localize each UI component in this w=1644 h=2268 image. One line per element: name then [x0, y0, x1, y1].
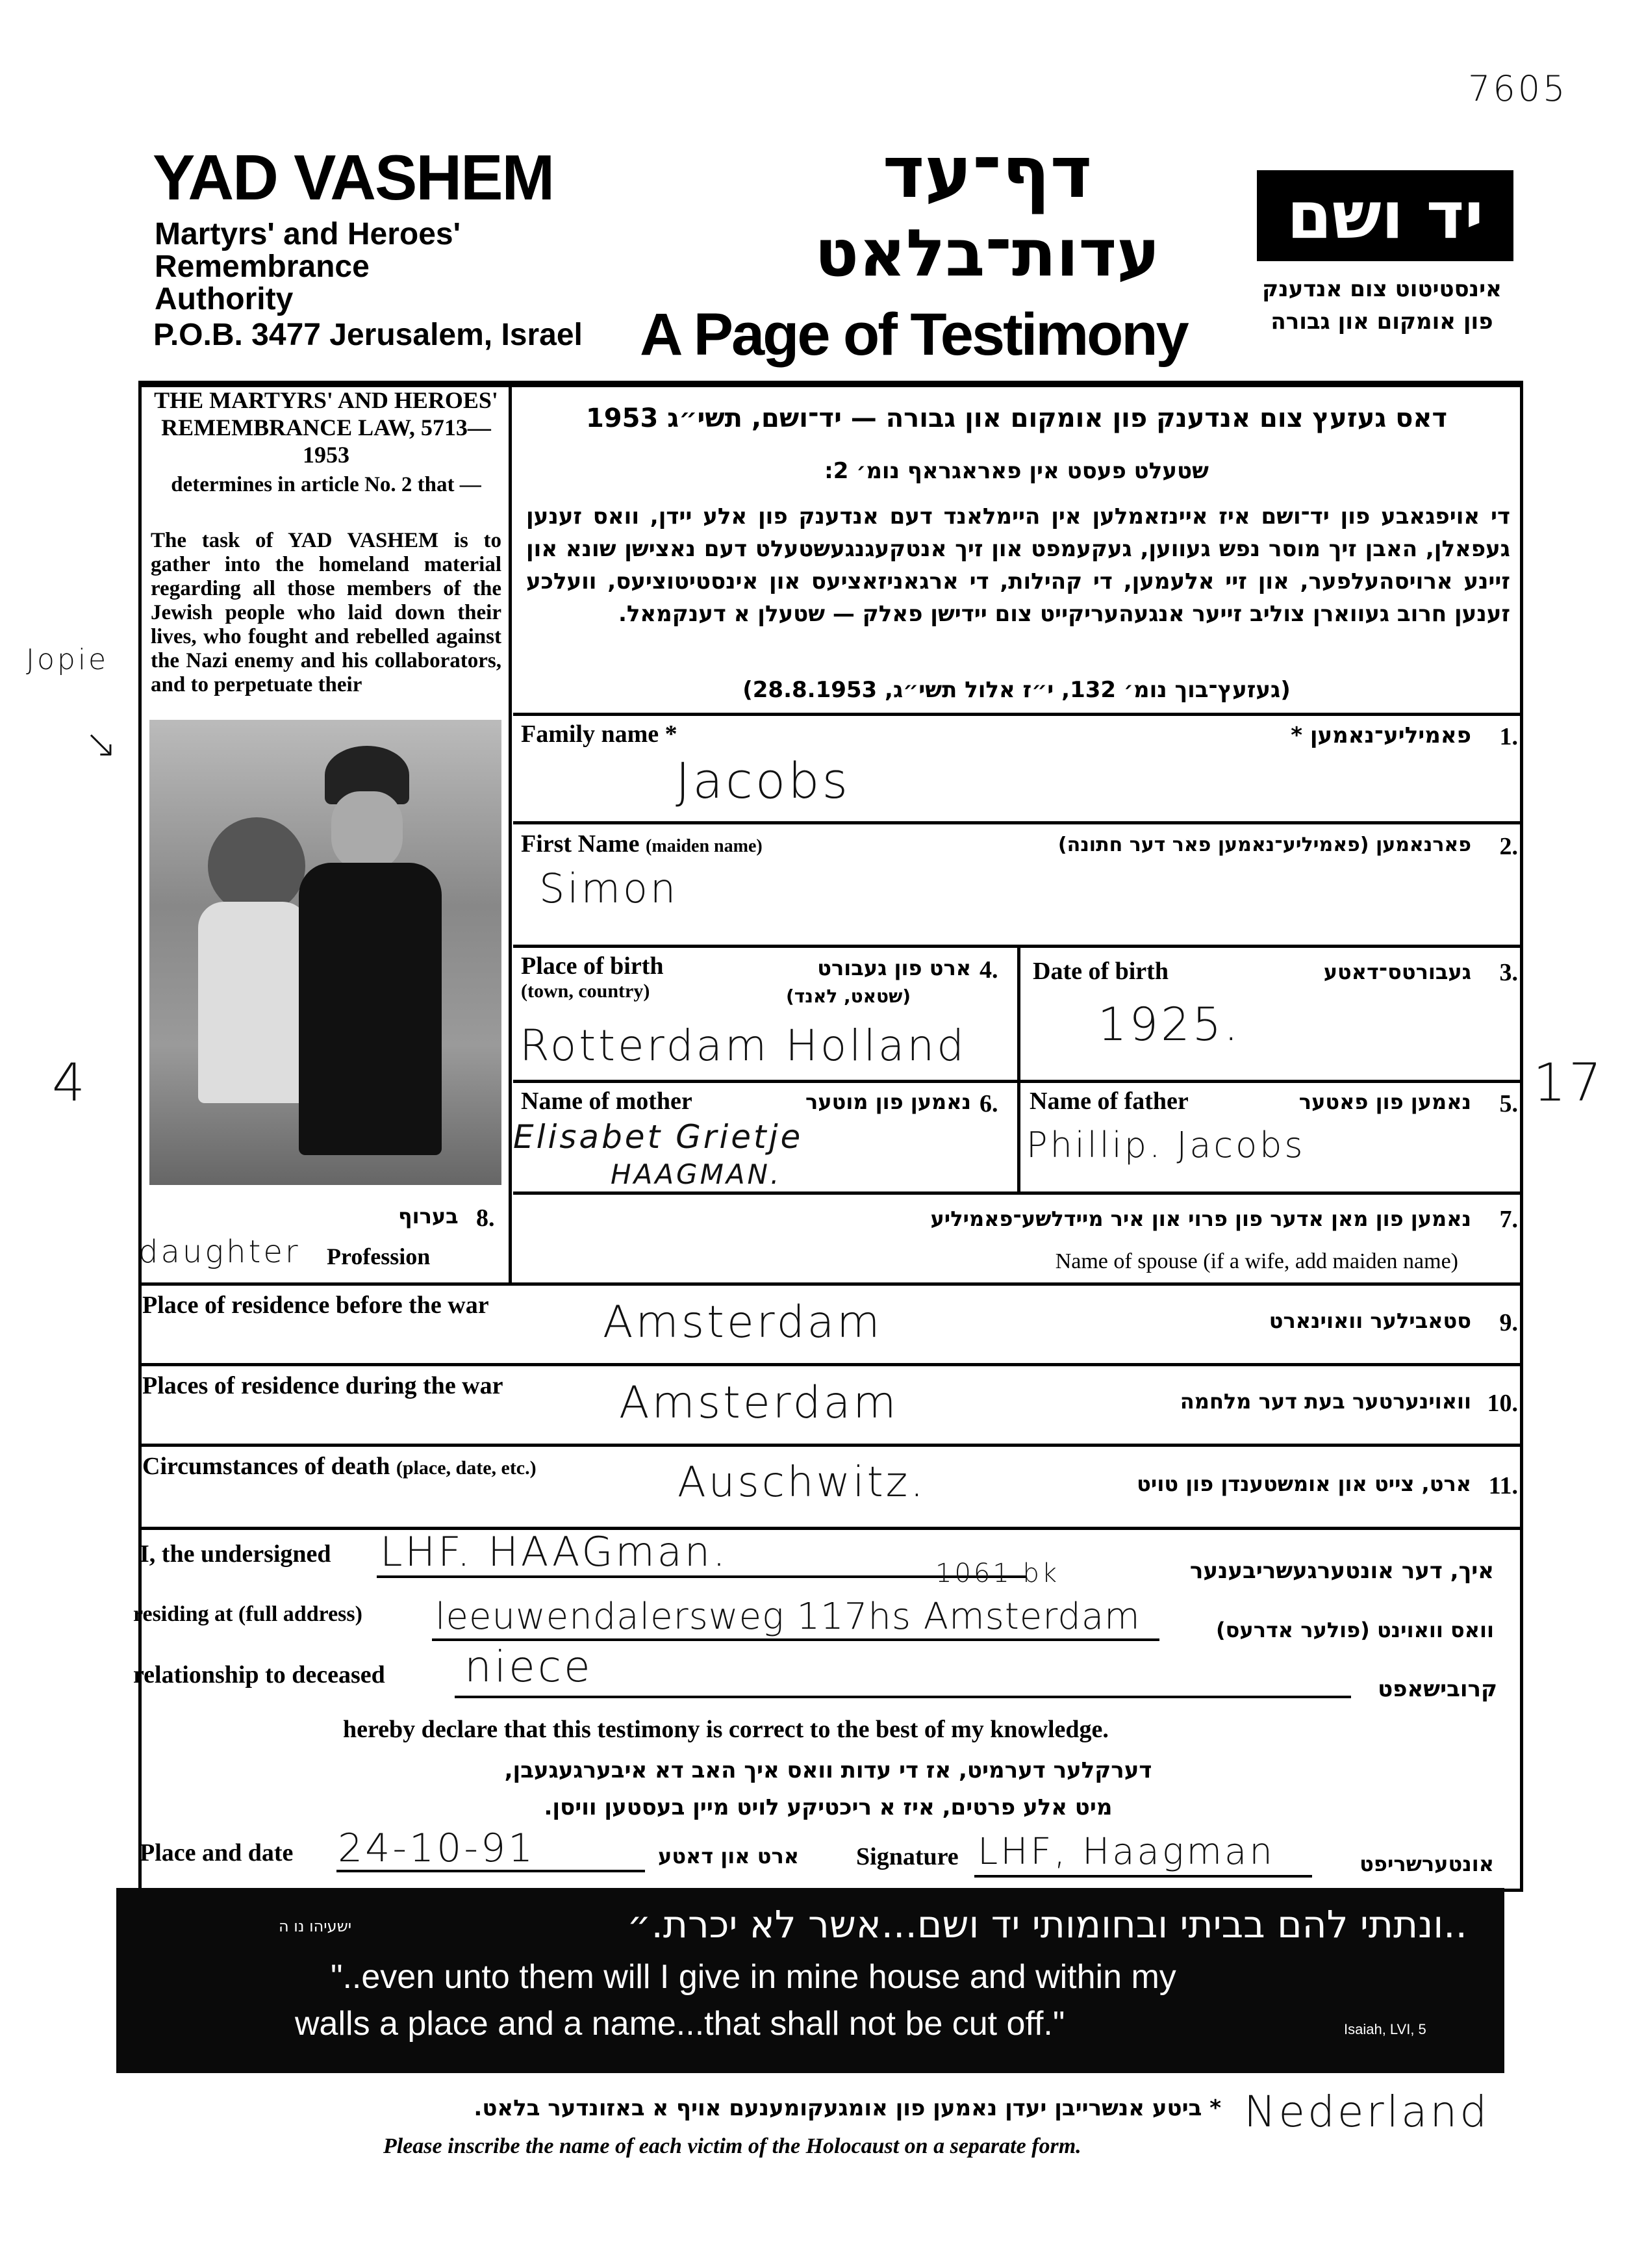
relationship-yi: קרובישאפט — [1378, 1676, 1497, 1702]
margin-note-number-right: 17 — [1533, 1052, 1604, 1113]
title-yiddish-1: דף־עד — [882, 131, 1093, 214]
photo-boy-coat — [299, 863, 442, 1155]
label-en: Family name * — [521, 720, 677, 748]
label-yi: ארט, צייט און אומשטענדן פון טויט — [1137, 1472, 1471, 1496]
statement-yi-2: מיט אלע פרטים, איז א ריכטיקע לויט מיין בעסטען וויסן. — [544, 1794, 1113, 1820]
label-yi: נאמען פון מוטער — [805, 1089, 971, 1114]
field-number: 7. — [1499, 1206, 1518, 1233]
handwritten-country: Nederland — [1244, 2087, 1490, 2137]
death-value[interactable]: Auschwitz. — [677, 1459, 926, 1507]
label-yi: סטאבילער וואוינארט — [1269, 1308, 1471, 1333]
field-number: 10. — [1487, 1390, 1518, 1417]
field-parents — [513, 1083, 1523, 1195]
address-value[interactable]: leeuwendalersweg 117hs Amsterdam — [435, 1596, 1141, 1638]
field-number: 9. — [1499, 1309, 1518, 1336]
label-yi: געבורטס־דאטע — [1323, 960, 1471, 984]
yad-vashem-logo: יד ושם — [1257, 170, 1513, 261]
label-en: Profession — [327, 1243, 431, 1269]
profession-value[interactable]: daughter — [138, 1234, 301, 1270]
subtitle-line: Martyrs' and Heroes' — [155, 217, 461, 251]
label-main: First Name — [521, 830, 640, 858]
father-name-value[interactable]: Phillip. Jacobs — [1026, 1125, 1306, 1166]
law-en-body: The task of YAD VASHEM is to gather into the homeland material regarding all those members of the Jewish people who laid down their lives, who fought and rebelled against the Nazi enemy and his collaborators, and to perpetuate their — [151, 529, 501, 696]
field-number: 2. — [1499, 833, 1518, 860]
footer-note-en: Please inscribe the name of each victim of the Holocaust on a separate form. — [383, 2134, 1081, 2158]
quote-banner — [116, 1888, 1504, 2073]
address-label: residing at (full address) — [133, 1602, 362, 1626]
logo-sub-1: אינסטיטוט צום אנדענק — [1262, 276, 1502, 302]
title-yiddish-2: עדות־בלאט — [815, 215, 1160, 291]
subtitle-line: Remembrance — [155, 249, 370, 284]
label-yi: וואוינערטער בעת דער מלחמה — [1180, 1389, 1471, 1414]
footer-note-yi: * ביטע אנשרייבן יעדן נאמען פון אומגעקומענעם אויף א באזונדער בלאט. — [474, 2095, 1221, 2121]
law-en-heading: THE MARTYRS' AND HEROES' REMEMBRANCE LAW, 5713—1953 — [154, 387, 498, 468]
statement-yi-1: דערקלער דערמיט, אז די עדות וואס איך האב דא איבערגעגעבן, — [504, 1757, 1152, 1783]
label-en: Name of father — [1030, 1088, 1189, 1115]
place-date-value[interactable]: 24-10-91 — [338, 1826, 536, 1871]
undersigned-value[interactable]: LHF. HAAGman. — [380, 1528, 728, 1575]
label-main: Circumstances of death — [142, 1453, 390, 1480]
label-en: Name of spouse (if a wife, add maiden name) — [1055, 1249, 1458, 1273]
document-number: 7605 — [1468, 68, 1568, 109]
label-yi: ארט פון געבורט — [817, 956, 971, 980]
field-residence-during — [138, 1366, 1523, 1447]
undersigned-label: I, the undersigned — [140, 1540, 331, 1568]
relationship-line — [455, 1696, 1351, 1698]
place-date-yi: ארט און דאטע — [658, 1844, 799, 1868]
field-number: 11. — [1488, 1472, 1518, 1499]
place-of-birth-value[interactable]: Rotterdam Holland — [520, 1021, 967, 1071]
field-number: 3. — [1499, 959, 1518, 986]
postcode-value[interactable]: 1061 bk — [935, 1559, 1060, 1588]
column-divider — [509, 383, 512, 1198]
field-family-name — [513, 713, 1523, 824]
victim-photo — [149, 720, 501, 1185]
law-en-intro: determines in article No. 2 that — — [171, 473, 481, 496]
page-title: A Page of Testimony — [640, 301, 1187, 368]
label-en: Places of residence during the war — [142, 1372, 503, 1399]
field-first-name — [513, 824, 1523, 948]
photo-boy-face — [331, 791, 403, 869]
law-yi-heading: דאס געזעץ צום אנדענק פון אומקום און גבורה — יד־ושם, תשי״ג 1953 — [585, 403, 1448, 433]
arrow-icon: ↘ — [84, 721, 120, 767]
margin-note-number: 4 — [52, 1052, 88, 1113]
relationship-value[interactable]: niece — [464, 1642, 593, 1692]
mother-maiden-name-value[interactable]: HAAGMAN. — [611, 1158, 782, 1190]
undersigned-yi: איך, דער אונטערגעשריבענער — [1189, 1558, 1494, 1584]
photo-girl-head — [208, 817, 305, 915]
place-date-label: Place and date — [140, 1839, 294, 1867]
label-en-small: (town, country) — [521, 980, 650, 1002]
photo-girl-dress — [198, 902, 309, 1103]
residence-before-value[interactable]: Amsterdam — [603, 1297, 883, 1348]
field-birth — [513, 948, 1523, 1083]
mother-name-value[interactable]: Elisabet Grietje — [513, 1118, 803, 1156]
org-title: YAD VASHEM — [153, 142, 554, 213]
label-yi: בערוף — [398, 1204, 459, 1229]
address-line — [432, 1638, 1159, 1641]
field-number: 8. — [476, 1204, 495, 1232]
law-yi-body: די אויפגאבע פון יד־ושם איז איינזאמלען אין היימלאנד דעם אנדענק פון אלע יידן, וואס זענען געפאלן, האבן זיך מוסר נפש געווען, געקעמפט און זיך אנטקעגנגעשטעלט דעם נאצישן שונא און זיינע ארויסהעלפער, און זיי אלעמען, די קהילות, די ארגאניזאציעס און אינסטיטוציעס, וועלכע זענען חרוב געווארן צוליב זייער אנגעהעריקייט צום יידישן פאלק — שטעלן א דענקמאל. — [526, 503, 1510, 627]
family-name-value[interactable]: Jacobs — [676, 752, 851, 809]
date-of-birth-value[interactable]: 1925. — [1098, 998, 1241, 1051]
field-number: 6. — [980, 1090, 998, 1117]
quote-ref-en: Isaiah, LVI, 5 — [1344, 2021, 1426, 2037]
label-small: (place, date, etc.) — [396, 1457, 537, 1479]
signature-value[interactable]: LHF, Haagman — [978, 1831, 1275, 1873]
label-en: Name of mother — [521, 1088, 692, 1115]
profession-divider — [509, 1195, 512, 1282]
signature-label: Signature — [856, 1843, 959, 1870]
logo-sub-2: פון אומקום און גבורה — [1271, 309, 1493, 335]
field-residence-before — [138, 1286, 1523, 1366]
signature-line — [974, 1875, 1312, 1878]
residence-during-value[interactable]: Amsterdam — [619, 1377, 899, 1429]
label-en: Place of residence before the war — [142, 1292, 489, 1319]
quote-ref-he: ישעיהו נו ה — [279, 1917, 352, 1935]
margin-note-name: Jopie — [26, 643, 109, 676]
quote-hebrew: ..ונתתי להם בביתי ובחומותי יד ושם...אשר לא יכרת.״ — [627, 1902, 1467, 1946]
label-en — [142, 1452, 537, 1481]
label-en — [521, 830, 763, 858]
label-yi-small: (שטאט, לאנד) — [786, 986, 911, 1007]
field-profession-spouse — [138, 1195, 1523, 1286]
field-number: 4. — [980, 956, 998, 984]
statement-en: hereby declare that this testimony is correct to the best of my knowledge. — [343, 1716, 1109, 1743]
field-number: 5. — [1499, 1090, 1518, 1117]
label-yi: נאמען פון פאטער — [1298, 1089, 1471, 1114]
subtitle-line: Authority — [155, 282, 294, 316]
label-small: (maiden name) — [646, 836, 763, 856]
first-name-value[interactable]: Simon — [539, 865, 679, 912]
org-address: P.O.B. 3477 Jerusalem, Israel — [153, 318, 583, 352]
address-yi: וואס וואוינט (פולער אדרעס) — [1216, 1618, 1494, 1642]
law-yi-sub: שטעלט פעסט אין פאראגראף נומ׳ 2: — [824, 458, 1209, 484]
quote-english-1: "..even unto them will I give in mine house and within my — [331, 1958, 1176, 1996]
law-yi-citation: (געזעץ־בוך נומ׳ 132, י״ז אלול תשי״ג, 28.8.1953) — [742, 677, 1291, 703]
undersigned-line — [377, 1575, 1026, 1578]
org-subtitle — [155, 218, 461, 316]
field-number: 1. — [1499, 723, 1518, 750]
label-yi: נאמען פון מאן אדער פון פרוי און איר מיידלשע־פאמיליע — [930, 1206, 1471, 1231]
quote-english-2: walls a place and a name...that shall not be cut off." — [295, 2005, 1065, 2043]
signature-yi: אונטערשריפט — [1359, 1852, 1494, 1876]
field-death — [138, 1447, 1523, 1530]
label-yi: פארנאמען (פאמיליע־נאמען פאר דער חתונה) — [1057, 834, 1471, 856]
label-en: Place of birth — [521, 952, 664, 980]
label-en: Date of birth — [1033, 958, 1169, 985]
label-yi: פאמיליע־נאמען * — [1291, 722, 1471, 748]
relationship-label: relationship to deceased — [133, 1661, 385, 1688]
